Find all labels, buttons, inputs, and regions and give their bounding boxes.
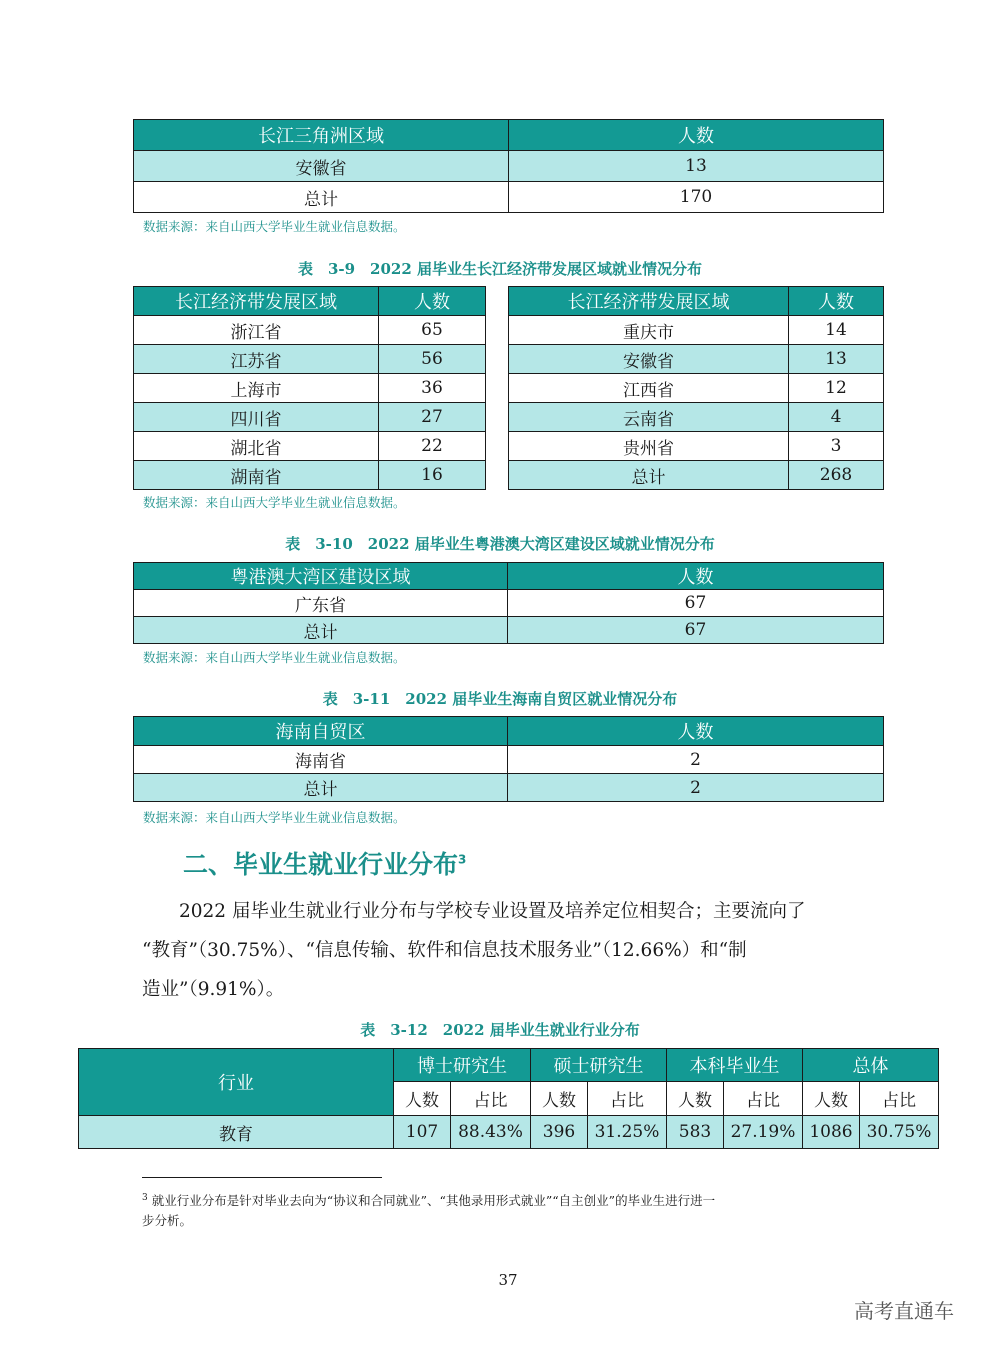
col-header-region: 长江三角洲区域 xyxy=(134,120,509,151)
subheader-share: 占比 xyxy=(724,1082,803,1116)
table-row: 总计 2 xyxy=(134,774,884,802)
footnote xyxy=(142,1188,902,1231)
table-caption-3-12: 表 3-12 2022 届毕业生就业行业分布 xyxy=(360,1021,640,1039)
gba-table xyxy=(133,562,884,644)
subheader-share: 占比 xyxy=(860,1082,939,1116)
table-row: 江苏省 56 xyxy=(134,345,486,374)
table-row: 四川省 27 xyxy=(134,403,486,432)
table-row: 湖北省 22 xyxy=(134,432,486,461)
col-header-count: 人数 xyxy=(508,563,884,590)
subheader-share: 占比 xyxy=(451,1082,531,1116)
section-heading-text: 二、毕业生就业行业分布 xyxy=(183,850,459,879)
table-row: 总计 67 xyxy=(134,617,884,644)
table-row: 上海市 36 xyxy=(134,374,486,403)
table-row: 安徽省 13 xyxy=(509,345,884,374)
footnote-divider xyxy=(142,1177,382,1178)
table-row: 安徽省 13 xyxy=(134,151,884,182)
table-row: 重庆市 14 xyxy=(509,316,884,345)
group-header-overall: 总体 xyxy=(803,1049,939,1082)
col-header-region: 粤港澳大湾区建设区域 xyxy=(134,563,508,590)
table-row: 贵州省 3 xyxy=(509,432,884,461)
data-source-note: 数据来源：来自山西大学毕业生就业信息数据。 xyxy=(143,810,406,825)
subheader-share: 占比 xyxy=(588,1082,667,1116)
col-header-region: 海南自贸区 xyxy=(134,717,508,746)
footnote-text: 就业行业分布是针对毕业去向为“协议和合同就业”、“其他录用形式就业”“自主创业”的毕业生进行进一 xyxy=(151,1193,716,1209)
col-header-count: 人数 xyxy=(789,287,884,316)
table-row: 广东省 67 xyxy=(134,590,884,617)
table-row: 云南省 4 xyxy=(509,403,884,432)
watermark: 高考直通车 xyxy=(854,1299,954,1323)
industry-table xyxy=(78,1048,939,1149)
paragraph-line: “教育”（30.75%）、“信息传输、软件和信息技术服务业”（12.66%）和“制 xyxy=(142,940,747,961)
data-source-note: 数据来源：来自山西大学毕业生就业信息数据。 xyxy=(143,650,406,665)
col-header-region: 长江经济带发展区域 xyxy=(134,287,379,316)
col-header-count: 人数 xyxy=(509,120,884,151)
footnote-text: 步分析。 xyxy=(142,1213,193,1229)
table-row: 江西省 12 xyxy=(509,374,884,403)
data-source-note: 数据来源：来自山西大学毕业生就业信息数据。 xyxy=(143,219,406,234)
subheader-count: 人数 xyxy=(803,1082,860,1116)
subheader-count: 人数 xyxy=(667,1082,724,1116)
table-caption-3-11: 表 3-11 2022 届毕业生海南自贸区就业情况分布 xyxy=(322,690,678,708)
table-row: 浙江省 65 xyxy=(134,316,486,345)
footnote-ref: 3 xyxy=(458,852,467,867)
hainan-ftz-table xyxy=(133,716,884,802)
table-row: 教育 107 88.43% 396 31.25% 583 27.19% 1086 30.75% xyxy=(79,1116,939,1149)
yangtze-delta-table xyxy=(133,119,884,213)
subheader-count: 人数 xyxy=(394,1082,451,1116)
table-row: 海南省 2 xyxy=(134,746,884,774)
footnote-mark: 3 xyxy=(142,1193,148,1203)
table-caption-3-9: 表 3-9 2022 届毕业生长江经济带发展区域就业情况分布 xyxy=(297,260,703,278)
subheader-count: 人数 xyxy=(531,1082,588,1116)
section-paragraph xyxy=(142,892,892,1009)
table-row: 总计 268 xyxy=(509,461,884,490)
col-header-region: 长江经济带发展区域 xyxy=(509,287,789,316)
table-row: 总计 170 xyxy=(134,182,884,213)
paragraph-line: 2022 届毕业生就业行业分布与学校专业设置及培养定位相契合；主要流向了 xyxy=(179,901,806,922)
group-header-phd: 博士研究生 xyxy=(394,1049,531,1082)
row-header-industry: 行业 xyxy=(79,1049,394,1116)
paragraph-line: 造业”（9.91%）。 xyxy=(142,979,285,1000)
table-row: 湖南省 16 xyxy=(134,461,486,490)
col-header-count: 人数 xyxy=(379,287,486,316)
section-heading xyxy=(183,845,466,881)
yangtze-belt-table-left xyxy=(133,286,486,490)
data-source-note: 数据来源：来自山西大学毕业生就业信息数据。 xyxy=(143,495,406,510)
group-header-master: 硕士研究生 xyxy=(531,1049,667,1082)
page-number: 37 xyxy=(498,1271,518,1289)
yangtze-belt-table-right xyxy=(508,286,884,490)
col-header-count: 人数 xyxy=(508,717,884,746)
table-caption-3-10: 表 3-10 2022 届毕业生粤港澳大湾区建设区域就业情况分布 xyxy=(285,535,715,553)
group-header-bachelor: 本科毕业生 xyxy=(667,1049,803,1082)
